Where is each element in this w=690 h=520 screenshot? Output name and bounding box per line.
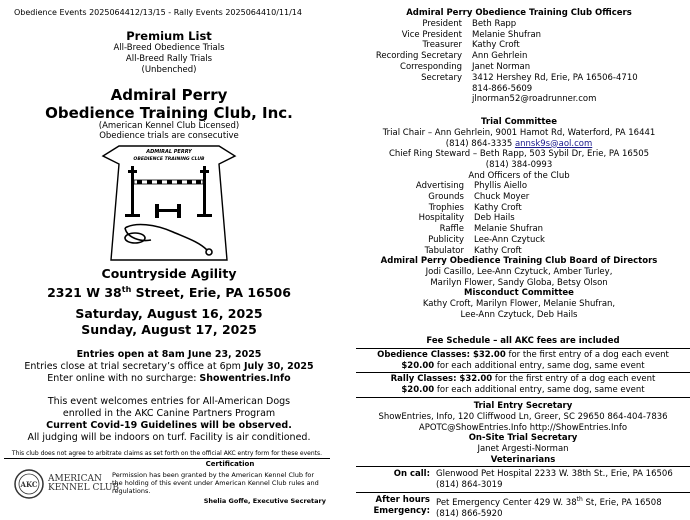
obedience-fees	[356, 349, 690, 374]
committee-name: Deb Hails	[474, 213, 515, 224]
executive-secretary: Shelia Goffe, Executive Secretary	[203, 497, 326, 505]
keystone-logo-icon	[95, 142, 243, 262]
obedience-additional-text: for each additional entry, same dog, same event	[434, 360, 645, 371]
venue-address-sup: th	[121, 285, 132, 294]
entries-online-site: Showentries.Info	[199, 373, 291, 384]
committee-row	[348, 192, 690, 203]
committee-name: Chuck Moyer	[474, 191, 530, 202]
trial-secretary-title: Trial Entry Secretary	[473, 400, 573, 411]
officer-role	[348, 84, 472, 95]
entries-close-text: Entries close at trial secretary’s office at 6pm	[24, 361, 244, 372]
misconduct-line1: Kathy Croft, Marilyn Flower, Melanie Shufran,	[422, 299, 616, 310]
vet-emergency-address	[436, 495, 690, 509]
officer-row	[348, 84, 690, 95]
committee-name: Kathy Croft	[474, 245, 522, 256]
vet-emergency-phone: (814) 866-5920	[436, 508, 503, 519]
date-sunday: Sunday, August 17, 2025	[81, 322, 257, 337]
officer-role: Recording Secretary	[375, 51, 462, 62]
logo-text-line1: ADMIRAL PERRY	[146, 149, 192, 155]
trial-chair-contact	[348, 139, 690, 150]
akc-wordmark	[48, 475, 119, 493]
committee-row	[348, 224, 690, 235]
chair-email-link[interactable]: annsk9s@aol.com	[514, 138, 593, 149]
committee-role: Hospitality	[418, 213, 464, 224]
venue-address-pre: 2321 W 38	[47, 285, 122, 301]
committee-row	[348, 203, 690, 214]
obedience-first-amount: $32.00	[472, 349, 506, 360]
vet-emergency-label2: Emergency:	[373, 506, 430, 517]
club-name-line1: Admiral Perry	[110, 86, 228, 104]
entries-close-date: July 30, 2025	[243, 361, 314, 372]
officer-row	[348, 19, 690, 30]
officer-row	[348, 62, 690, 73]
leash-icon	[125, 225, 212, 255]
officer-name: Janet Norman	[472, 61, 531, 72]
committee-name: Lee-Ann Czytuck	[474, 234, 545, 245]
board-line2: Marilyn Flower, Sandy Globa, Betsy Olson	[430, 277, 608, 288]
club-logo	[95, 142, 243, 262]
trial-chair: Trial Chair – Ann Gehrlein, 9001 Hamot Rd, Waterford, PA 16441	[382, 127, 656, 138]
committee-name: Phyllis Aiello	[474, 181, 528, 191]
obedience-label: Obedience Classes:	[377, 349, 473, 360]
board-section	[348, 256, 690, 321]
welcome-info	[0, 396, 338, 444]
committee-role: Raffle	[439, 224, 464, 235]
veterinarians-title: Veterinarians	[356, 455, 690, 467]
trial-secretary-section	[356, 398, 690, 467]
committee-row	[348, 246, 690, 257]
obedience-additional-amount: $20.00	[401, 360, 435, 371]
bar-jump-icon	[134, 180, 203, 184]
officer-name: Kathy Croft	[472, 40, 520, 51]
fee-title: Fee Schedule – all AKC fees are included	[356, 336, 690, 349]
certification-label: Certification	[205, 460, 255, 468]
committee-role: Tabulator	[424, 245, 464, 256]
premium-line-obedience: All-Breed Obedience Trials	[113, 43, 225, 53]
vet-emergency	[356, 493, 690, 520]
committee-role: Trophies	[428, 202, 464, 213]
rally-first-amount: $32.00	[459, 374, 493, 385]
committee-row	[348, 181, 690, 192]
akc-seal-icon	[12, 468, 46, 500]
venue-address-post: Street, Erie, PA 16506	[131, 285, 291, 301]
vet-emergency-details	[436, 495, 690, 519]
rally-fees	[356, 373, 690, 398]
obedience-first-text: for the first entry of a dog each event	[505, 349, 669, 360]
officer-name: Ann Gehrlein	[472, 51, 528, 62]
officer-role	[348, 94, 472, 105]
officer-row	[348, 73, 690, 84]
rally-first-text: for the first entry of a dog each event	[492, 374, 656, 385]
misconduct-title: Misconduct Committee	[464, 288, 574, 299]
vet-oncall	[356, 467, 690, 494]
officer-role: Treasurer	[422, 40, 462, 51]
vet-emergency-address-post: St, Erie, PA 16508	[582, 498, 662, 509]
committee-title: Trial Committee	[481, 117, 557, 127]
officer-name: 3412 Hershey Rd, Erie, PA 16506-4710	[472, 72, 638, 83]
club-name-line2: Obedience Training Club, Inc.	[45, 104, 293, 122]
covid-guidelines: Current Covid-19 Guidelines will be observed.	[46, 420, 292, 431]
committee-row	[348, 235, 690, 246]
fee-schedule	[356, 336, 690, 520]
officer-role: Corresponding	[400, 61, 462, 72]
onsite-secretary-title: On-Site Trial Secretary	[468, 433, 578, 444]
trial-committee-section	[348, 117, 690, 182]
venue-name: Countryside Agility	[101, 266, 237, 281]
entries-close	[0, 361, 338, 373]
rally-label: Rally Classes:	[390, 374, 460, 385]
officer-name: Melanie Shufran	[472, 29, 542, 40]
vet-oncall-details	[436, 469, 690, 491]
welcome-line2: enrolled in the AKC Canine Partners Program	[62, 408, 276, 419]
vet-oncall-address: Glenwood Pet Hospital 2233 W. 38th St., Erie, PA 16506	[436, 468, 673, 479]
svg-text:AKC: AKC	[20, 480, 38, 489]
entries-online	[0, 373, 338, 385]
committee-role: Advertising	[415, 181, 464, 191]
officers-title: Admiral Perry Obedience Training Club Officers	[406, 8, 632, 18]
secretary-email: jlnorman52@roadrunner.com	[472, 94, 597, 105]
dumbbell-icon	[155, 204, 181, 218]
date-saturday: Saturday, August 16, 2025	[75, 306, 263, 321]
entries-info	[0, 349, 338, 385]
board-line1: Jodi Casillo, Lee-Ann Czytuck, Amber Turley,	[425, 266, 613, 277]
chief-ring-steward: Chief Ring Steward – Beth Rapp, 503 Sybil Dr, Erie, PA 16505	[388, 149, 650, 160]
secretary-phone: 814-866-5609	[472, 83, 533, 94]
board-title: Admiral Perry Obedience Training Club Board of Directors	[380, 256, 658, 266]
vet-oncall-label: On call:	[393, 468, 430, 479]
akc-wordmark-line1: AMERICAN	[48, 474, 102, 484]
rally-additional-text: for each additional entry, same dog, same event	[434, 385, 645, 396]
onsite-secretary-name: Janet Argesti-Norman	[477, 444, 569, 455]
vet-emergency-label	[356, 495, 436, 519]
arbitration-disclaimer: This club does not agree to arbitrate claims as set forth on the official AKC entry form for these events.	[4, 450, 330, 459]
premium-line-rally: All-Breed Rally Trials	[125, 54, 213, 64]
and-officers: And Officers of the Club	[468, 170, 570, 181]
officer-role: Vice President	[401, 29, 462, 40]
committee-name: Kathy Croft	[474, 202, 522, 213]
club-name	[0, 86, 338, 122]
trials-consecutive: Obedience trials are consecutive	[99, 131, 239, 141]
rally-additional-amount: $20.00	[401, 385, 435, 396]
indoor-judging: All judging will be indoors on turf. Facility is air conditioned.	[27, 432, 311, 443]
trial-dates	[0, 306, 338, 338]
misconduct-line2: Lee-Ann Czytuck, Deb Hails	[460, 309, 578, 320]
officer-role: Secretary	[421, 72, 462, 83]
showentries-contact[interactable]: APOTC@ShowEntries.Info http://ShowEntries.Info	[418, 422, 628, 433]
officer-row	[348, 51, 690, 62]
officer-row	[348, 94, 690, 105]
logo-text-line2: OBEDIENCE TRAINING CLUB	[133, 157, 205, 162]
officer-row	[348, 40, 690, 51]
premium-line-unbenched: (Unbenched)	[141, 65, 197, 75]
committee-role: Publicity	[428, 234, 464, 245]
officer-name: Beth Rapp	[472, 18, 517, 29]
committee-row	[348, 213, 690, 224]
committee-name: Melanie Shufran	[474, 224, 544, 235]
venue-address	[0, 282, 338, 301]
vet-emergency-label1: After hours	[375, 495, 430, 506]
vet-emergency-address-sup: th	[576, 496, 583, 504]
officer-role: President	[422, 18, 462, 29]
premium-list-title: Premium List	[126, 29, 212, 43]
chair-phone: (814) 864-3335	[445, 138, 513, 149]
committee-role: Grounds	[428, 191, 464, 202]
officers-section	[348, 8, 690, 105]
akc-wordmark-line2: KENNEL CLUB	[48, 483, 120, 493]
event-numbers: Obedience Events 2025064412/13/15 - Rally Events 2025064410/11/14	[14, 8, 302, 17]
akc-licensed: (American Kennel Club Licensed)	[98, 121, 240, 131]
steward-phone: (814) 384-0993	[485, 160, 553, 171]
welcome-line1: This event welcomes entries for All-American Dogs	[47, 396, 291, 407]
committee-roles	[348, 181, 690, 257]
officer-row	[348, 30, 690, 41]
vet-emergency-address-pre: Pet Emergency Center 429 W. 38	[436, 498, 577, 509]
showentries-address: ShowEntries, Info, 120 Cliffwood Ln, Greer, SC 29650 864-404-7836	[378, 411, 668, 422]
entries-online-text: Enter online with no surcharge:	[47, 373, 200, 384]
akc-permission: Permission has been granted by the American Kennel Club for the holding of this event under American Kennel Club rules and regulations.	[112, 471, 319, 495]
vet-oncall-phone: (814) 864-3019	[436, 479, 503, 490]
entries-open: Entries open at 8am June 23, 2025	[76, 349, 262, 360]
